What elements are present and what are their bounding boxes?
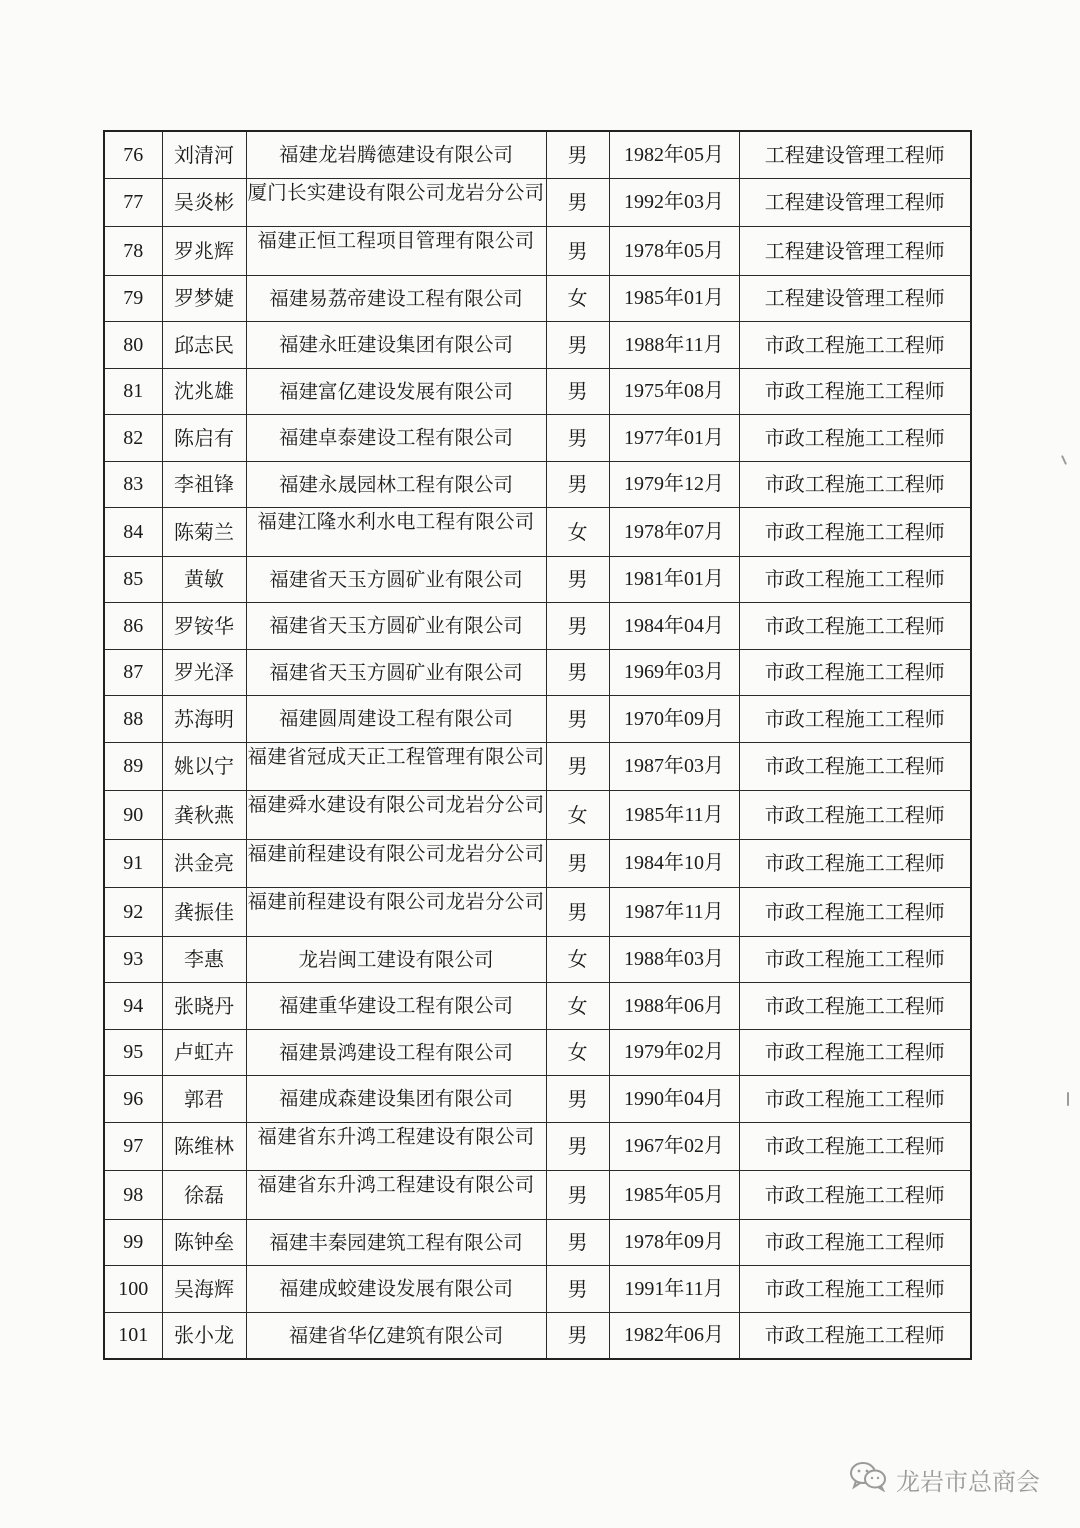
gender: 男 bbox=[546, 603, 609, 650]
roster-body bbox=[104, 131, 971, 1359]
company-name: 福建省天玉方圆矿业有限公司 bbox=[246, 556, 546, 603]
birth-date: 1988年06月 bbox=[609, 983, 739, 1030]
birth-date: 1985年05月 bbox=[609, 1171, 739, 1220]
gender: 男 bbox=[546, 415, 609, 462]
job-title: 工程建设管理工程师 bbox=[739, 275, 971, 322]
birth-date: 1984年04月 bbox=[609, 603, 739, 650]
row-number: 97 bbox=[104, 1122, 162, 1171]
gender: 男 bbox=[546, 1122, 609, 1171]
table-row bbox=[104, 322, 971, 369]
person-name: 郭君 bbox=[162, 1076, 246, 1123]
row-number: 100 bbox=[104, 1266, 162, 1313]
company-name bbox=[246, 742, 546, 791]
birth-date: 1987年03月 bbox=[609, 742, 739, 791]
job-title: 市政工程施工工程师 bbox=[739, 322, 971, 369]
table-row bbox=[104, 888, 971, 937]
company-name: 福建省天玉方圆矿业有限公司 bbox=[246, 603, 546, 650]
table-row bbox=[104, 742, 971, 791]
row-number: 82 bbox=[104, 415, 162, 462]
gender: 男 bbox=[546, 178, 609, 227]
gender: 女 bbox=[546, 983, 609, 1030]
company-name: 福建省天玉方圆矿业有限公司 bbox=[246, 649, 546, 696]
job-title: 市政工程施工工程师 bbox=[739, 461, 971, 508]
company-name-text: 福建前程建设有限公司龙岩分公司 bbox=[247, 890, 545, 913]
job-title: 市政工程施工工程师 bbox=[739, 936, 971, 983]
gender: 男 bbox=[546, 742, 609, 791]
birth-date: 1970年09月 bbox=[609, 696, 739, 743]
row-number: 76 bbox=[104, 131, 162, 178]
table-row bbox=[104, 1171, 971, 1220]
row-number: 92 bbox=[104, 888, 162, 937]
birth-date: 1982年05月 bbox=[609, 131, 739, 178]
table-row bbox=[104, 791, 971, 840]
person-name: 罗梦婕 bbox=[162, 275, 246, 322]
table-row bbox=[104, 1266, 971, 1313]
job-title: 市政工程施工工程师 bbox=[739, 791, 971, 840]
table-row bbox=[104, 1122, 971, 1171]
company-name-text: 福建省东升鸿工程建设有限公司 bbox=[257, 1124, 535, 1148]
person-name: 龚振佳 bbox=[162, 888, 246, 937]
person-name: 苏海明 bbox=[162, 696, 246, 743]
birth-date: 1982年06月 bbox=[609, 1312, 739, 1359]
gender: 女 bbox=[546, 936, 609, 983]
person-name: 龚秋燕 bbox=[162, 791, 246, 840]
table-row bbox=[104, 1029, 971, 1076]
company-name bbox=[246, 1122, 546, 1171]
birth-date: 1988年03月 bbox=[609, 936, 739, 983]
row-number: 90 bbox=[104, 791, 162, 840]
company-name: 福建省华亿建筑有限公司 bbox=[246, 1312, 546, 1359]
person-name: 陈维林 bbox=[162, 1122, 246, 1171]
watermark-text: 龙岩市总商会 bbox=[896, 1467, 1040, 1496]
wechat-icon bbox=[848, 1460, 888, 1498]
gender: 男 bbox=[546, 556, 609, 603]
job-title: 工程建设管理工程师 bbox=[739, 178, 971, 227]
company-name bbox=[246, 227, 546, 276]
company-name: 福建永晟园林工程有限公司 bbox=[246, 461, 546, 508]
gender: 男 bbox=[546, 649, 609, 696]
job-title: 市政工程施工工程师 bbox=[739, 983, 971, 1030]
row-number: 98 bbox=[104, 1171, 162, 1220]
gender: 男 bbox=[546, 131, 609, 178]
birth-date: 1967年02月 bbox=[609, 1122, 739, 1171]
company-name bbox=[246, 791, 546, 840]
gender: 男 bbox=[546, 696, 609, 743]
table-row bbox=[104, 696, 971, 743]
job-title: 市政工程施工工程师 bbox=[739, 742, 971, 791]
table-row bbox=[104, 131, 971, 178]
birth-date: 1978年09月 bbox=[609, 1219, 739, 1266]
birth-date: 1979年12月 bbox=[609, 461, 739, 508]
job-title: 市政工程施工工程师 bbox=[739, 1219, 971, 1266]
table-row bbox=[104, 415, 971, 462]
job-title: 市政工程施工工程师 bbox=[739, 696, 971, 743]
row-number: 78 bbox=[104, 227, 162, 276]
company-name: 福建重华建设工程有限公司 bbox=[246, 983, 546, 1030]
row-number: 85 bbox=[104, 556, 162, 603]
table-row bbox=[104, 936, 971, 983]
row-number: 89 bbox=[104, 742, 162, 791]
job-title: 市政工程施工工程师 bbox=[739, 1029, 971, 1076]
gender: 男 bbox=[546, 1219, 609, 1266]
person-name: 沈兆雄 bbox=[162, 368, 246, 415]
row-number: 101 bbox=[104, 1312, 162, 1359]
table-row bbox=[104, 649, 971, 696]
company-name: 福建成森建设集团有限公司 bbox=[246, 1076, 546, 1123]
gender: 女 bbox=[546, 791, 609, 840]
gender: 男 bbox=[546, 1171, 609, 1220]
company-name: 龙岩闽工建设有限公司 bbox=[246, 936, 546, 983]
company-name-text: 福建江隆水利水电工程有限公司 bbox=[257, 510, 535, 533]
scan-speck bbox=[1061, 455, 1067, 465]
job-title: 市政工程施工工程师 bbox=[739, 1312, 971, 1359]
person-name: 罗铵华 bbox=[162, 603, 246, 650]
job-title: 工程建设管理工程师 bbox=[739, 227, 971, 276]
table-row bbox=[104, 1076, 971, 1123]
birth-date: 1969年03月 bbox=[609, 649, 739, 696]
job-title: 市政工程施工工程师 bbox=[739, 368, 971, 415]
birth-date: 1981年01月 bbox=[609, 556, 739, 603]
birth-date: 1984年10月 bbox=[609, 839, 739, 888]
row-number: 84 bbox=[104, 508, 162, 557]
gender: 男 bbox=[546, 322, 609, 369]
birth-date: 1992年03月 bbox=[609, 178, 739, 227]
company-name: 福建成蛟建设发展有限公司 bbox=[246, 1266, 546, 1313]
person-name: 刘清河 bbox=[162, 131, 246, 178]
person-name: 吴炎彬 bbox=[162, 178, 246, 227]
row-number: 99 bbox=[104, 1219, 162, 1266]
row-number: 88 bbox=[104, 696, 162, 743]
gender: 女 bbox=[546, 275, 609, 322]
table-row bbox=[104, 556, 971, 603]
birth-date: 1979年02月 bbox=[609, 1029, 739, 1076]
company-name-text: 福建正恒工程项目管理有限公司 bbox=[257, 229, 535, 252]
company-name bbox=[246, 178, 546, 227]
table-row bbox=[104, 178, 971, 227]
job-title: 市政工程施工工程师 bbox=[739, 649, 971, 696]
company-name-text: 福建省冠成天正工程管理有限公司 bbox=[247, 744, 545, 768]
birth-date: 1978年07月 bbox=[609, 508, 739, 557]
table-row bbox=[104, 839, 971, 888]
person-name: 陈启有 bbox=[162, 415, 246, 462]
row-number: 77 bbox=[104, 178, 162, 227]
birth-date: 1978年05月 bbox=[609, 227, 739, 276]
table-row bbox=[104, 508, 971, 557]
table-row bbox=[104, 1312, 971, 1359]
row-number: 93 bbox=[104, 936, 162, 983]
person-name: 李祖锋 bbox=[162, 461, 246, 508]
company-name-text: 福建省东升鸿工程建设有限公司 bbox=[257, 1173, 535, 1196]
company-name bbox=[246, 508, 546, 557]
birth-date: 1985年01月 bbox=[609, 275, 739, 322]
person-name: 吴海辉 bbox=[162, 1266, 246, 1313]
company-name: 福建永旺建设集团有限公司 bbox=[246, 322, 546, 369]
gender: 女 bbox=[546, 508, 609, 557]
person-name: 黄敏 bbox=[162, 556, 246, 603]
gender: 男 bbox=[546, 888, 609, 937]
person-name: 罗兆辉 bbox=[162, 227, 246, 276]
table-row bbox=[104, 983, 971, 1030]
row-number: 79 bbox=[104, 275, 162, 322]
gender: 男 bbox=[546, 1266, 609, 1313]
birth-date: 1975年08月 bbox=[609, 368, 739, 415]
person-name: 陈钟垒 bbox=[162, 1219, 246, 1266]
company-name bbox=[246, 839, 546, 888]
table-row bbox=[104, 603, 971, 650]
birth-date: 1991年11月 bbox=[609, 1266, 739, 1313]
person-name: 洪金亮 bbox=[162, 839, 246, 888]
job-title: 市政工程施工工程师 bbox=[739, 888, 971, 937]
person-name: 张晓丹 bbox=[162, 983, 246, 1030]
table-row bbox=[104, 461, 971, 508]
row-number: 81 bbox=[104, 368, 162, 415]
person-name: 张小龙 bbox=[162, 1312, 246, 1359]
gender: 男 bbox=[546, 461, 609, 508]
watermark bbox=[848, 1460, 1040, 1498]
job-title: 工程建设管理工程师 bbox=[739, 131, 971, 178]
table-row bbox=[104, 1219, 971, 1266]
row-number: 87 bbox=[104, 649, 162, 696]
row-number: 83 bbox=[104, 461, 162, 508]
job-title: 市政工程施工工程师 bbox=[739, 1171, 971, 1220]
company-name: 福建丰秦园建筑工程有限公司 bbox=[246, 1219, 546, 1266]
job-title: 市政工程施工工程师 bbox=[739, 1122, 971, 1171]
company-name-text: 厦门长实建设有限公司龙岩分公司 bbox=[247, 180, 545, 204]
row-number: 91 bbox=[104, 839, 162, 888]
job-title: 市政工程施工工程师 bbox=[739, 556, 971, 603]
roster-table bbox=[103, 130, 972, 1360]
person-name: 李惠 bbox=[162, 936, 246, 983]
gender: 男 bbox=[546, 1076, 609, 1123]
row-number: 80 bbox=[104, 322, 162, 369]
person-name: 徐磊 bbox=[162, 1171, 246, 1220]
row-number: 95 bbox=[104, 1029, 162, 1076]
gender: 男 bbox=[546, 227, 609, 276]
table-row bbox=[104, 227, 971, 276]
job-title: 市政工程施工工程师 bbox=[739, 839, 971, 888]
scan-speck bbox=[1067, 1092, 1069, 1106]
company-name: 福建富亿建设发展有限公司 bbox=[246, 368, 546, 415]
birth-date: 1987年11月 bbox=[609, 888, 739, 937]
gender: 男 bbox=[546, 368, 609, 415]
row-number: 96 bbox=[104, 1076, 162, 1123]
company-name: 福建圆周建设工程有限公司 bbox=[246, 696, 546, 743]
person-name: 邱志民 bbox=[162, 322, 246, 369]
gender: 男 bbox=[546, 839, 609, 888]
birth-date: 1990年04月 bbox=[609, 1076, 739, 1123]
birth-date: 1985年11月 bbox=[609, 791, 739, 840]
row-number: 86 bbox=[104, 603, 162, 650]
company-name-text: 福建舜水建设有限公司龙岩分公司 bbox=[247, 793, 545, 816]
company-name: 福建易荔帝建设工程有限公司 bbox=[246, 275, 546, 322]
company-name: 福建景鸿建设工程有限公司 bbox=[246, 1029, 546, 1076]
company-name bbox=[246, 1171, 546, 1220]
gender: 女 bbox=[546, 1029, 609, 1076]
birth-date: 1988年11月 bbox=[609, 322, 739, 369]
company-name-text: 福建前程建设有限公司龙岩分公司 bbox=[247, 841, 545, 865]
job-title: 市政工程施工工程师 bbox=[739, 415, 971, 462]
table-row bbox=[104, 368, 971, 415]
job-title: 市政工程施工工程师 bbox=[739, 508, 971, 557]
company-name bbox=[246, 888, 546, 937]
table-row bbox=[104, 275, 971, 322]
company-name: 福建卓泰建设工程有限公司 bbox=[246, 415, 546, 462]
job-title: 市政工程施工工程师 bbox=[739, 603, 971, 650]
person-name: 卢虹卉 bbox=[162, 1029, 246, 1076]
job-title: 市政工程施工工程师 bbox=[739, 1266, 971, 1313]
row-number: 94 bbox=[104, 983, 162, 1030]
person-name: 罗光泽 bbox=[162, 649, 246, 696]
company-name: 福建龙岩腾德建设有限公司 bbox=[246, 131, 546, 178]
job-title: 市政工程施工工程师 bbox=[739, 1076, 971, 1123]
birth-date: 1977年01月 bbox=[609, 415, 739, 462]
person-name: 姚以宁 bbox=[162, 742, 246, 791]
gender: 男 bbox=[546, 1312, 609, 1359]
person-name: 陈菊兰 bbox=[162, 508, 246, 557]
